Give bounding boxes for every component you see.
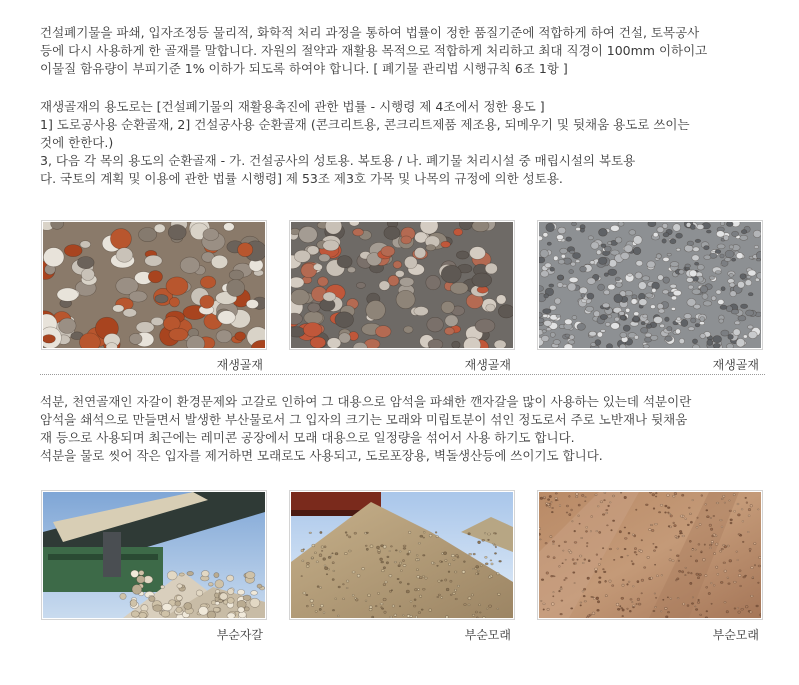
gallery-card — [289, 220, 515, 373]
uses-line: 1] 도로공사용 순환골재, 2] 건설공사용 순환골재 (콘크리트용, 콘크리트제품 제조용, 되메우기 및 뒷채움 용도로 쓰이는 — [40, 117, 690, 132]
photo-caption: 부순자갈 — [216, 628, 263, 642]
photo-frame — [289, 490, 515, 620]
intro-line: 건설폐기물을 파쇄, 입자조정등 물리적, 화학적 처리 과정을 통하여 법률이 정한 품질기준에 적합하게 하여 건설, 토목공사 — [40, 25, 700, 40]
crushed-gravel-conveyor-photo — [43, 492, 265, 618]
intro-line: 등에 다시 사용하게 한 골재를 말합니다. 자원의 절약과 재활용 목적으로 적합하게 처리하고 최대 직경이 100mm 이하이고 — [40, 43, 708, 58]
crushed-line: 석분, 천연골재인 자갈이 환경문제와 고갈로 인하여 그 대용으로 암석을 파쇄한 깬자갈을 많이 사용하는 있는데 석분이란 — [40, 394, 692, 409]
crushed-sand-closeup-photo — [539, 492, 761, 618]
crushed-aggregate-gallery — [40, 490, 770, 640]
uses-line: 것에 한한다.) — [40, 135, 114, 150]
photo-caption: 재생골재 — [712, 358, 759, 372]
photo-caption: 부순모래 — [712, 628, 759, 642]
photo-frame — [537, 490, 763, 620]
gallery-card — [41, 490, 267, 643]
photo-frame — [289, 220, 515, 350]
uses-paragraph — [40, 98, 770, 188]
photo-frame — [41, 220, 267, 350]
crushed-sand-pile-photo — [291, 492, 513, 618]
recycled-aggregate-mixed-photo — [291, 222, 513, 348]
uses-line: 다. 국토의 계획 및 이용에 관한 법률 시행령] 제 53조 제3호 가목 및 나목의 규정에 의한 성토용. — [40, 171, 563, 186]
photo-caption: 재생골재 — [464, 358, 511, 372]
photo-caption: 재생골재 — [216, 358, 263, 372]
recycled-aggregate-coarse-photo — [43, 222, 265, 348]
intro-paragraph — [40, 24, 770, 78]
photo-frame — [41, 490, 267, 620]
crushed-stone-paragraph — [40, 393, 770, 465]
gallery-card — [537, 490, 763, 643]
gallery-card — [41, 220, 267, 373]
recycled-aggregate-gallery — [40, 220, 770, 370]
gallery-card — [537, 220, 763, 373]
crushed-line: 암석을 쇄석으로 만들면서 발생한 부산물로서 그 입자의 크기는 모래와 미립토분이 섞인 정도로서 주로 노반재나 뒷채움 — [40, 412, 688, 427]
recycled-aggregate-fine-gravel-photo — [539, 222, 761, 348]
photo-frame — [537, 220, 763, 350]
uses-line: 재생골재의 용도로는 [건설폐기물의 재활용촉진에 관한 법률 - 시행령 제 4조에서 정한 용도 ] — [40, 99, 545, 114]
crushed-line: 재 등으로 사용되며 최근에는 레미콘 공장에서 모래 대용으로 일정량을 섞어서 사용 하기도 합니다. — [40, 430, 575, 445]
photo-caption: 부순모래 — [464, 628, 511, 642]
section-divider — [40, 374, 765, 375]
gallery-card — [289, 490, 515, 643]
crushed-line: 석분을 물로 씻어 작은 입자를 제거하면 모래로도 사용되고, 도로포장용, 벽돌생산등에 쓰이기도 합니다. — [40, 448, 603, 463]
uses-line: 3, 다음 각 목의 용도의 순환골재 - 가. 건설공사의 성토용. 복토용 / 나. 폐기물 처리시설 중 매립시설의 복토용 — [40, 153, 636, 168]
intro-line: 이물질 함유량이 부피기준 1% 이하가 되도록 하여야 합니다. [ 폐기물 관리법 시행규칙 6조 1항 ] — [40, 61, 568, 76]
